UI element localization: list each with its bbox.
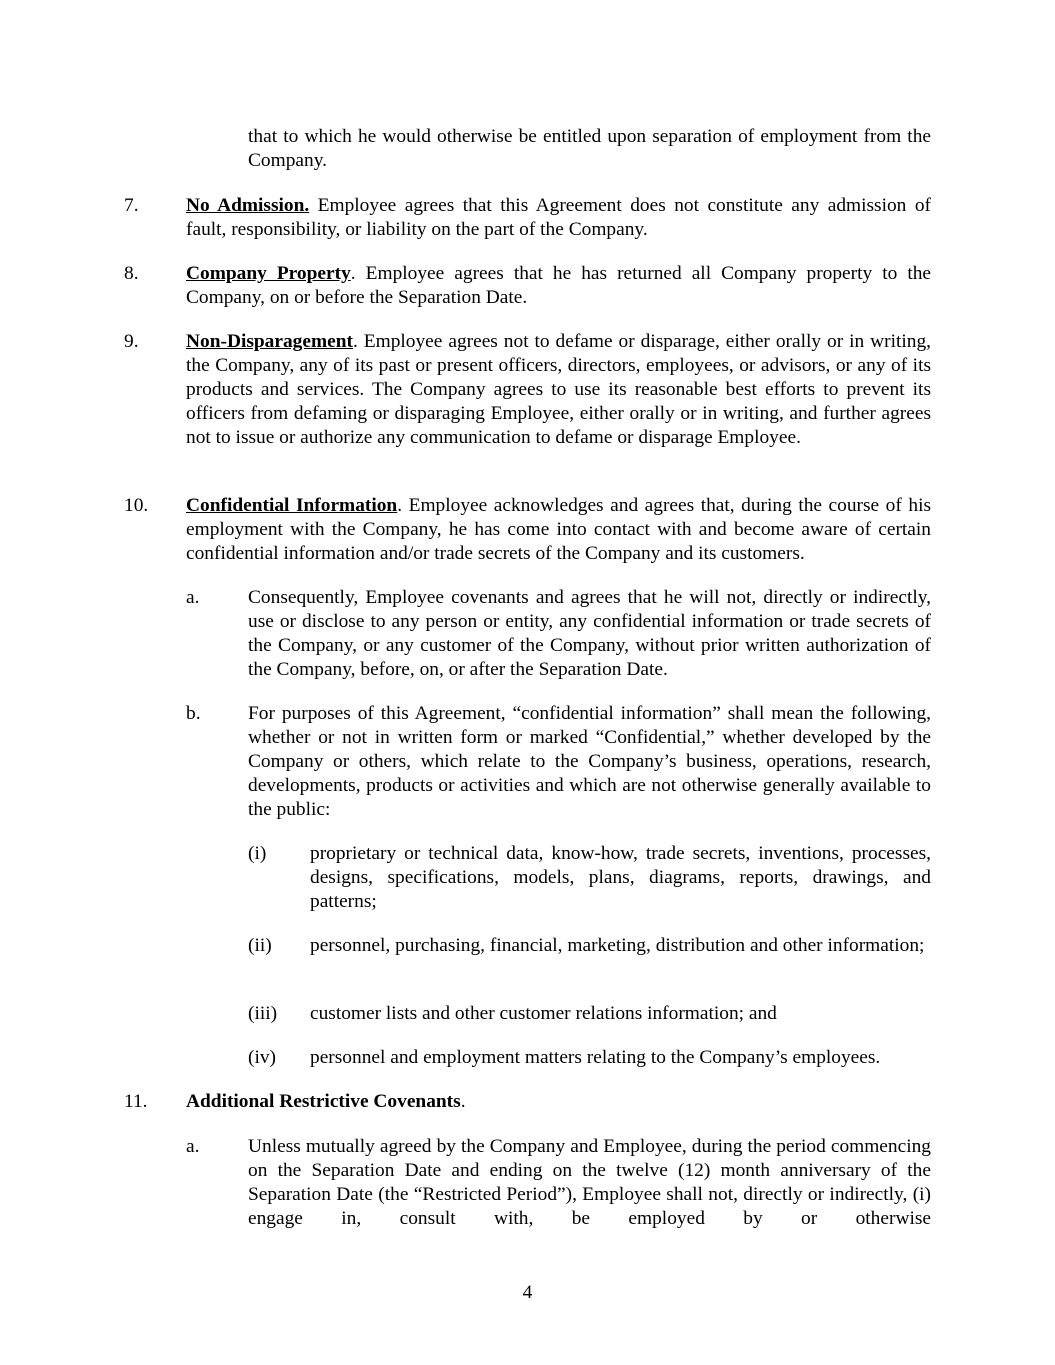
section-number: 11. — [124, 1091, 148, 1112]
section-number: 10. — [124, 495, 149, 516]
section-text — [186, 262, 931, 310]
list-item-label: (iii) — [248, 1003, 278, 1024]
section-number: 8. — [124, 263, 139, 284]
section-body: Employee agrees that he has returned all Company property to the Company, on or before the Separation Date. — [186, 263, 932, 308]
section-text — [186, 494, 931, 566]
heading-punctuation: . — [350, 263, 356, 284]
subsection-label: a. — [186, 1136, 200, 1157]
subsection-text: For purposes of this Agreement, “confidential information” shall mean the following, whether or not in written form or marked “Confidential,” whether developed by the Company or others, which relate to the Company’s business, operations, research, developments, products or activities and which are not otherwise generally available to the public: — [248, 703, 931, 820]
list-item-text: proprietary or technical data, know-how, trade secrets, inventions, processes, designs, specifications, models, plans, diagrams, reports, drawings, and patterns; — [310, 843, 931, 912]
subsection-text: Unless mutually agreed by the Company and Employee, during the period commencing on the Separation Date and ending on the twelve (12) month anniversary of the Separation Date (the “Restricted Period”), Employee shall not, directly or indirectly, (i) engage in, consult with, be employed by or otherwise — [248, 1136, 931, 1229]
list-item-label: (iv) — [248, 1047, 276, 1068]
subsection-label: a. — [186, 587, 200, 608]
section-heading: Confidential Information — [186, 495, 398, 516]
section-heading: No Admission. — [186, 195, 310, 216]
list-item-text: personnel and employment matters relating to the Company’s employees. — [310, 1047, 881, 1068]
section-number: 9. — [124, 331, 139, 352]
section-body: Employee acknowledges and agrees that, during the course of his employment with the Company, he has come into contact with and become aware of certain confidential information and/or trade secrets of the Company and its customers. — [186, 495, 931, 564]
heading-punctuation: . — [352, 331, 358, 352]
section-number: 7. — [124, 195, 139, 216]
section-heading: Company Property — [186, 263, 351, 284]
subsection-text: Consequently, Employee covenants and agrees that he will not, directly or indirectly, use or disclose to any person or entity, any confidential information or trade secrets of the Company, or any customer of the Company, without prior written authorization of the Company, before, on, or after the Separation Date. — [248, 587, 931, 680]
section-heading: Non-Disparagement — [186, 331, 353, 352]
continuation-text: that to which he would otherwise be entitled upon separation of employment from the Company. — [248, 126, 931, 171]
page-number: 4 — [522, 1282, 533, 1303]
list-item-text: personnel, purchasing, financial, marketing, distribution and other information; — [310, 935, 925, 956]
section-text — [186, 1090, 931, 1114]
heading-punctuation: . — [397, 495, 403, 516]
list-item-text: customer lists and other customer relations information; and — [310, 1003, 777, 1024]
section-body: Employee agrees that this Agreement does not constitute any admission of fault, responsibility, or liability on the part of the Company. — [186, 195, 931, 240]
subsection-label: b. — [186, 703, 201, 724]
heading-punctuation: . — [460, 1091, 466, 1112]
list-item-label: (i) — [248, 843, 267, 864]
section-body: Employee agrees not to defame or disparage, either orally or in writing, the Company, any of its past or present officers, directors, employees, or advisors, or any of its products and services. The Company agrees to use its reasonable best efforts to prevent its officers from defaming or disparaging Employee, either orally or in writing, and further agrees not to issue or authorize any communication to defame or disparage Employee. — [186, 331, 931, 448]
section-text — [186, 330, 931, 450]
list-item-label: (ii) — [248, 935, 272, 956]
section-text — [186, 194, 931, 242]
section-heading: Additional Restrictive Covenants — [186, 1091, 461, 1112]
